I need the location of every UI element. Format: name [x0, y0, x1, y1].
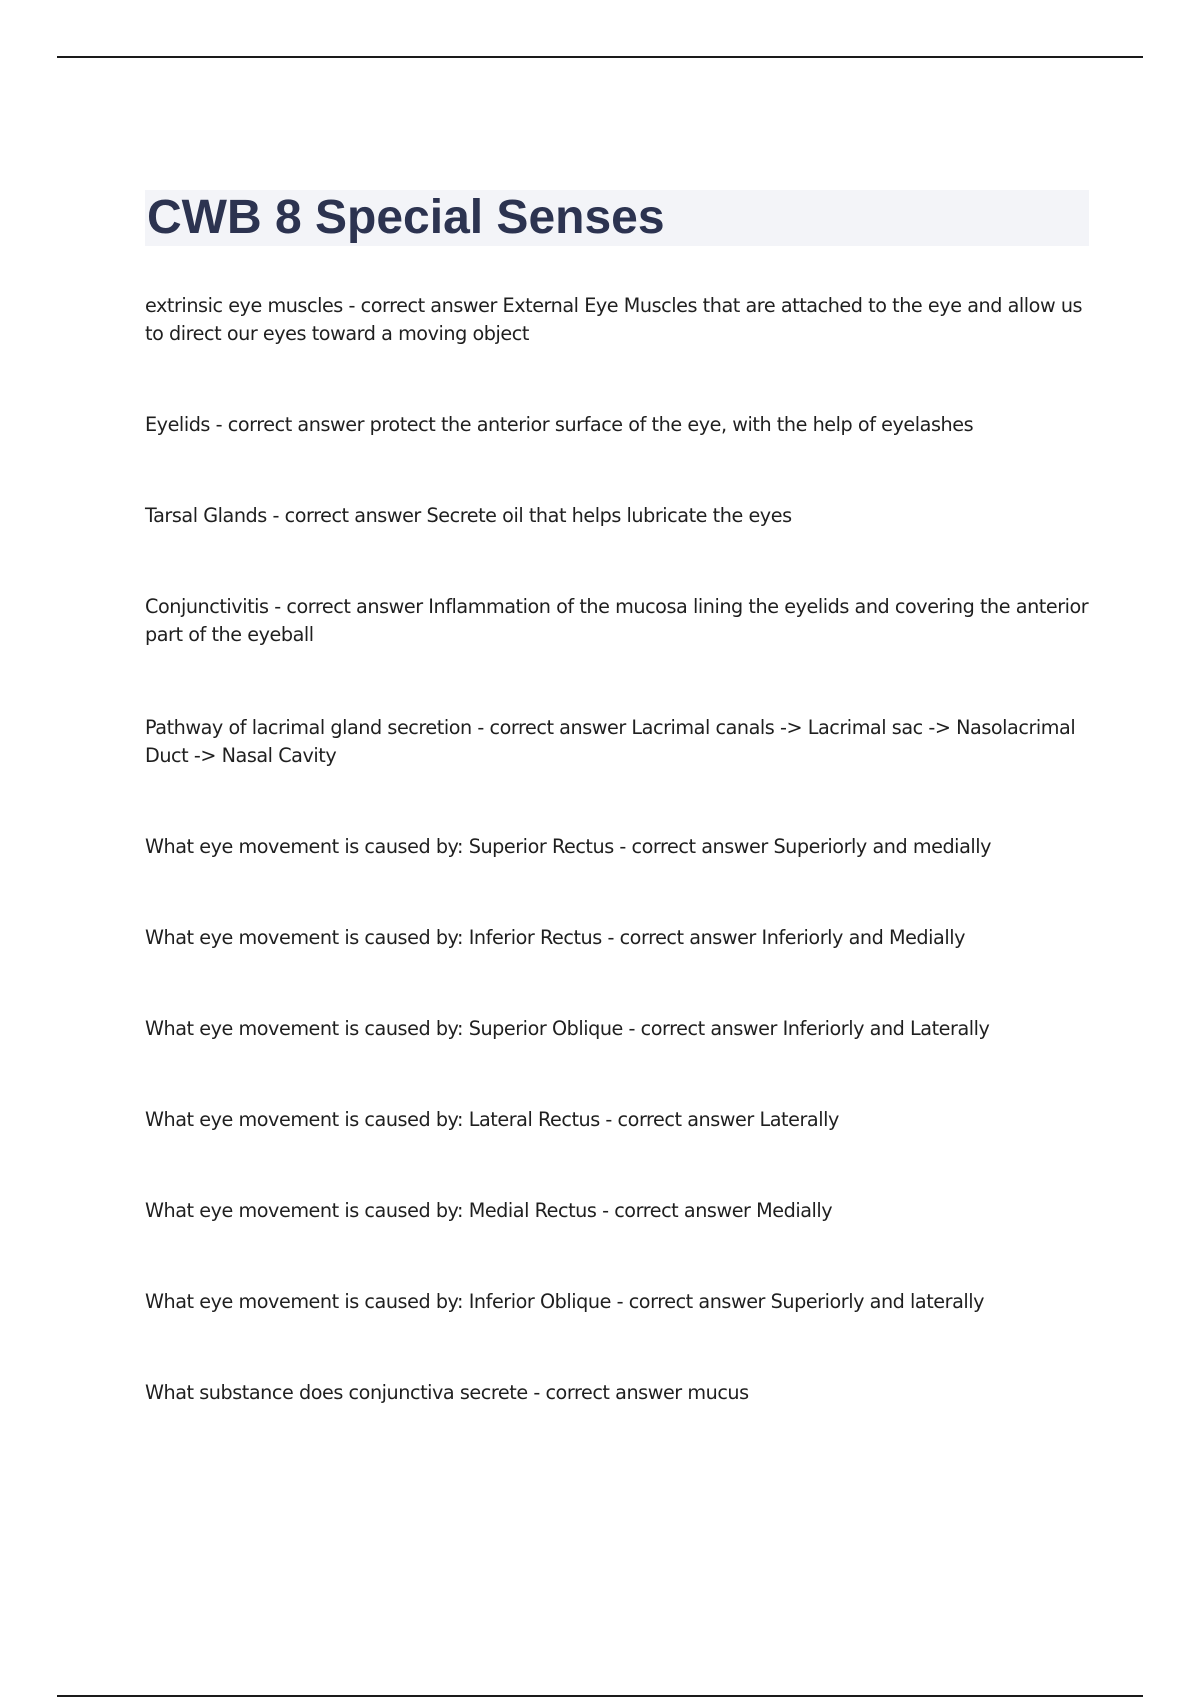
header-rule	[57, 56, 1143, 58]
qa-entry-superior-rectus: What eye movement is caused by: Superior Rectus - correct answer Superiorly and medially	[145, 835, 992, 858]
title-band	[145, 190, 1089, 246]
qa-entry-lateral-rectus: What eye movement is caused by: Lateral Rectus - correct answer Laterally	[145, 1108, 839, 1131]
qa-entry-inferior-oblique: What eye movement is caused by: Inferior Oblique - correct answer Superiorly and laterally	[145, 1290, 985, 1313]
page-title: CWB 8 Special Senses	[147, 191, 665, 244]
qa-entry-inferior-rectus: What eye movement is caused by: Inferior Rectus - correct answer Inferiorly and Medially	[145, 926, 966, 949]
qa-entry-lacrimal-pathway: Pathway of lacrimal gland secretion - correct answer Lacrimal canals -> Lacrimal sac -> Nasolacrimal Duct -> Nasal Cavity	[145, 716, 1076, 767]
qa-entry-superior-oblique: What eye movement is caused by: Superior Oblique - correct answer Inferiorly and Laterally	[145, 1017, 990, 1040]
qa-entry-conjunctiva-secretion: What substance does conjunctiva secrete - correct answer mucus	[145, 1381, 749, 1404]
qa-entry-tarsal-glands: Tarsal Glands - correct answer Secrete oil that helps lubricate the eyes	[145, 504, 792, 527]
qa-entry-eyelids: Eyelids - correct answer protect the anterior surface of the eye, with the help of eyelashes	[145, 413, 974, 436]
footer-rule	[57, 1695, 1143, 1697]
qa-entry-medial-rectus: What eye movement is caused by: Medial Rectus - correct answer Medially	[145, 1199, 833, 1222]
qa-entry-extrinsic-eye-muscles: extrinsic eye muscles - correct answer External Eye Muscles that are attached to the eye and allow us to direct our eyes toward a moving object	[145, 294, 1083, 345]
qa-entry-conjunctivitis: Conjunctivitis - correct answer Inflammation of the mucosa lining the eyelids and covering the anterior part of the eyeball	[145, 595, 1089, 646]
